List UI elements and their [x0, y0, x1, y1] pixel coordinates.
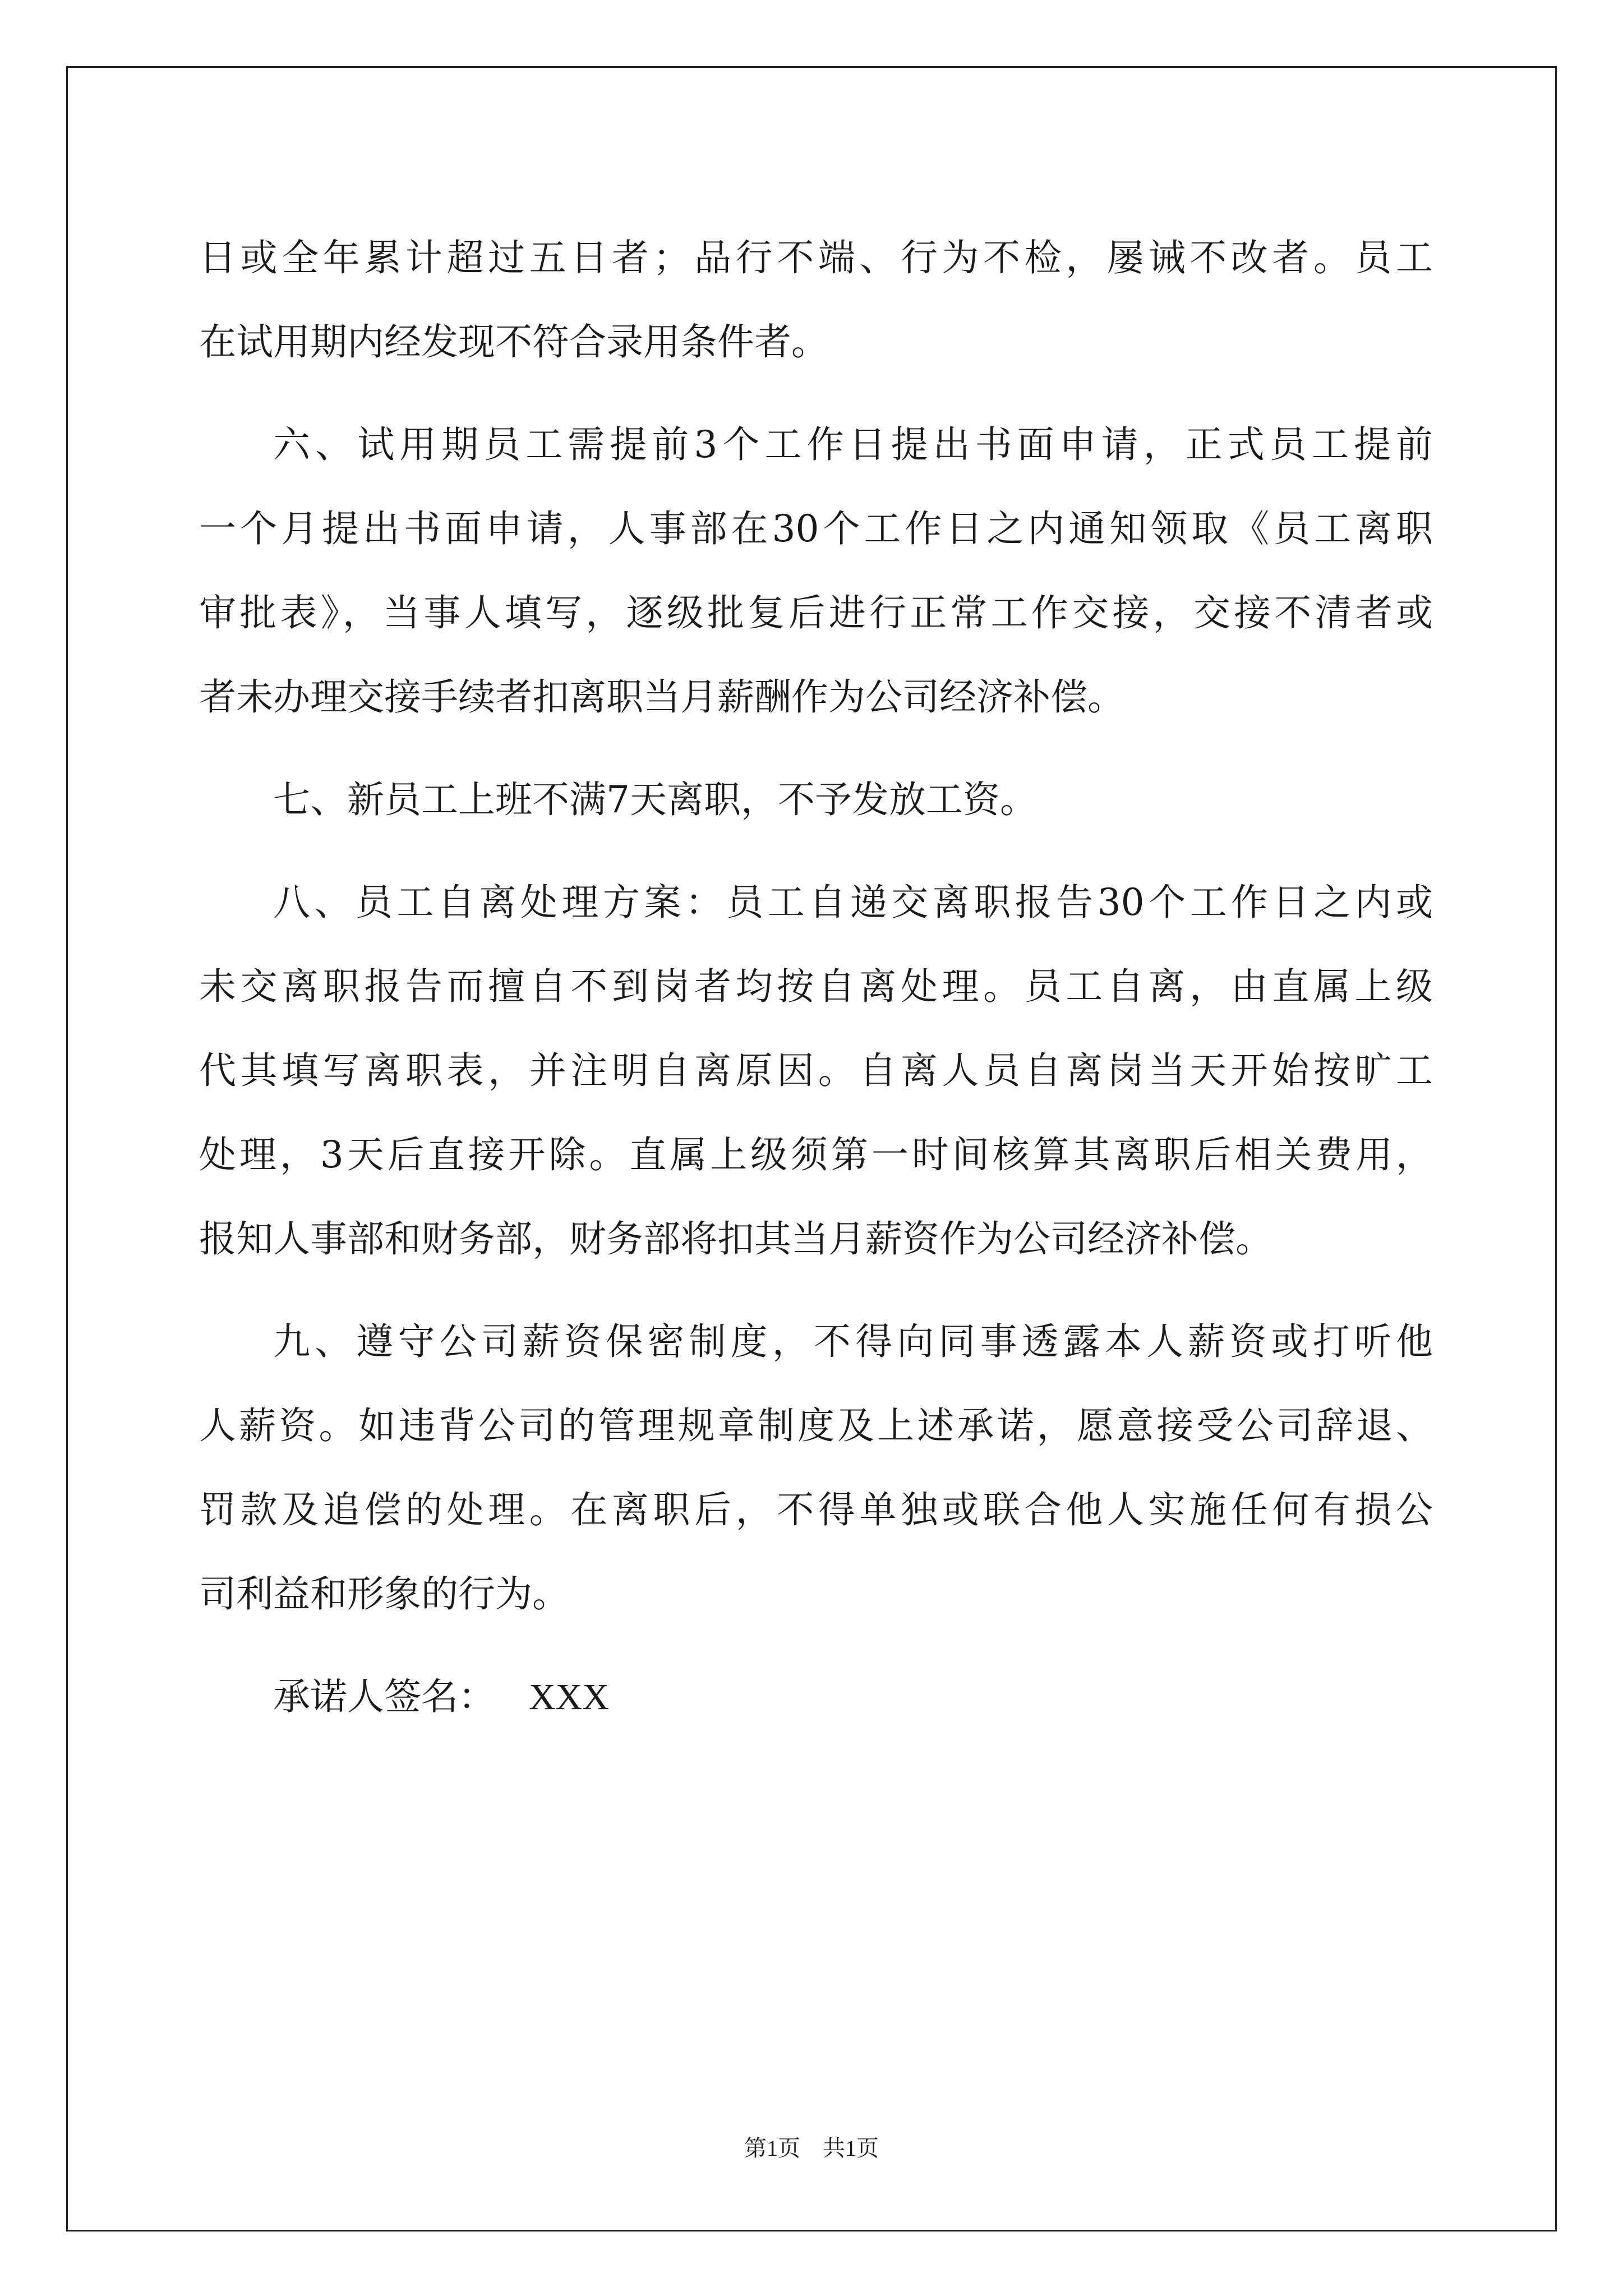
text-line: 人薪资。如违背公司的管理规章制度及上述承诺，愿意接受公司辞退、: [199, 1404, 1433, 1447]
paragraph-item-nine: [199, 1300, 1433, 1636]
page-number: 第1页 共1页: [744, 2136, 879, 2161]
text-line: 日或全年累计超过五日者；品行不端、行为不检，屡诫不改者。员工: [199, 236, 1433, 279]
text-line: 者未办理交接手续者扣离职当月薪酬作为公司经济补偿。: [199, 675, 1124, 719]
text-line: 报知人事部和财务部，财务部将扣其当月薪资作为公司经济补偿。: [199, 1217, 1272, 1260]
text-line: 罚款及追偿的处理。在离职后，不得单独或联合他人实施任何有损公: [199, 1488, 1433, 1531]
text-line: 代其填写离职表，并注明自离原因。自离人员自离岗当天开始按旷工: [199, 1049, 1433, 1092]
page-footer: [0, 2132, 1623, 2165]
paragraph-item-eight: [199, 861, 1433, 1281]
signature-line: [199, 1655, 1433, 1739]
text-line: 八、员工自离处理方案：员工自递交离职报告30个工作日之内或: [273, 881, 1433, 924]
text-line: 审批表》，当事人填写，逐级批复后进行正常工作交接，交接不清者或: [199, 591, 1433, 634]
text-line: 一个月提出书面申请，人事部在30个工作日之内通知领取《员工离职: [199, 507, 1433, 550]
text-line: 在试用期内经发现不符合录用条件者。: [199, 320, 828, 364]
paragraph-item-six: [199, 403, 1433, 739]
signature-value: XXX: [529, 1677, 609, 1718]
text-line: 七、新员工上班不满7天离职，不予发放工资。: [273, 778, 1037, 821]
document-body: [199, 216, 1433, 1739]
text-line: 六、试用期员工需提前3个工作日提出书面申请，正式员工提前: [273, 423, 1433, 466]
text-line: 处理，3天后直接开除。直属上级须第一时间核算其离职后相关费用，: [199, 1133, 1433, 1176]
text-line: 司利益和形象的行为。: [199, 1572, 569, 1616]
paragraph-continuation: [199, 216, 1433, 384]
paragraph-item-seven: [199, 758, 1433, 842]
signature-label: 承诺人签名：: [273, 1675, 495, 1718]
text-line: 未交离职报告而擅自不到岗者均按自离处理。员工自离，由直属上级: [199, 965, 1433, 1008]
text-line: 九、遵守公司薪资保密制度，不得向同事透露本人薪资或打听他: [273, 1320, 1433, 1363]
